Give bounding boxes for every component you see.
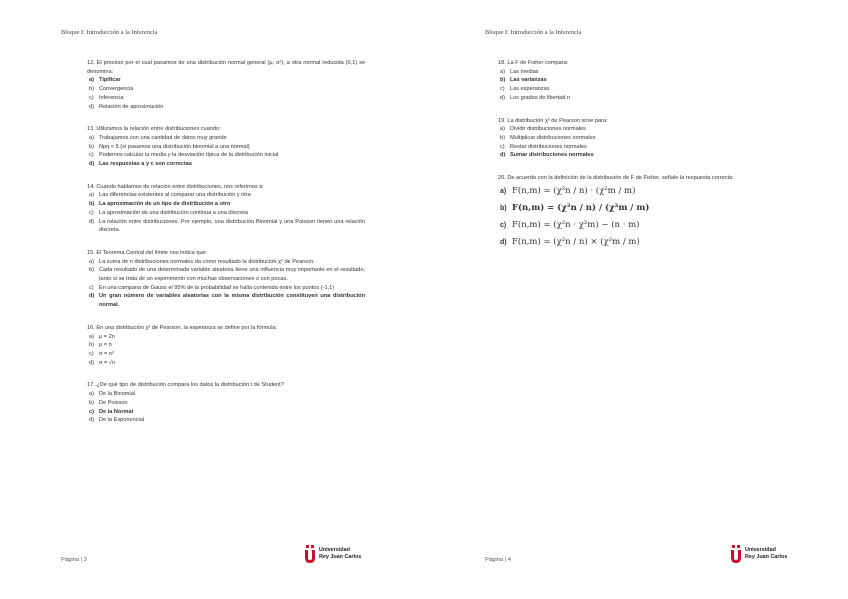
answer-option [498,217,776,234]
page-footer: Página | 4 [485,557,512,563]
option-text: μ = n [99,342,112,349]
option-letter: d) [89,293,95,300]
answer-option [498,125,776,134]
answer-option [498,234,776,251]
answer-option [498,134,776,143]
option-letter: c) [500,221,507,229]
option-letter: a) [89,134,94,141]
answer-option [87,284,365,293]
option-letter: a) [500,126,505,133]
option-letter: b) [89,342,94,349]
option-letter: c) [89,350,94,357]
answer-option [87,151,365,160]
option-letter: c) [500,143,505,150]
answer-option [87,292,365,309]
question-list [498,59,776,265]
logo-line-2: Rey Juan Carlos [745,554,788,560]
logo-line-2: Rey Juan Carlos [319,554,362,560]
answer-option [498,76,776,85]
option-text: σ = √n [99,359,116,366]
option-letter: a) [89,77,94,84]
answer-option [498,183,776,200]
option-letter: a) [89,391,94,398]
option-text: Las respuestas a y c son correctas [99,161,192,168]
question [87,59,365,111]
option-text: Las esperanzas [510,86,550,93]
question-stem: 20. De acuerdo con la definición de la distribución de F de Fisher, señale la respuesta correcta: [498,175,734,182]
option-text: Un gran número de variables aleatorias con la misma distribución constituyen una distribución normal. [99,293,365,309]
option-text: F(n,m) = (χ²n / n) · (χ²m / m) [512,185,636,196]
option-text: Relación de aproximación [99,103,164,110]
question-stem: 14. Cuando hablamos de relación entre distribuciones, nos referimos a: [87,183,264,190]
question-stem: 18. La F de Fisher compara: [498,60,569,66]
question-stem: 17. ¿De qué tipo de distribución compara los datos la distribución t de Student? [87,382,284,389]
option-text: Inferencia [99,94,124,101]
page-header: Bloque I: Introducción a la Inferencia [485,29,582,36]
urjc-logo-icon [730,544,742,564]
question-stem: 13. Utilizamos la relación entre distribuciones cuando: [87,126,221,133]
answer-option [87,341,365,350]
option-letter: c) [89,284,94,291]
option-text: Restar distribuciones normales [510,143,587,150]
option-letter: b) [89,86,94,93]
option-letter: d) [89,417,94,424]
option-letter: a) [89,258,94,265]
answer-option [87,191,365,200]
page-4 [424,0,848,599]
option-letter: d) [500,152,506,159]
option-letter: d) [89,161,95,168]
option-text: σ = n² [99,350,114,357]
option-letter: c) [500,86,505,93]
option-text: De la Normal [99,408,134,415]
option-letter: b) [500,134,505,141]
option-text: Podemos calcular la media y la desviación típica de la distribución inicial [99,152,279,159]
option-letter: c) [89,94,94,101]
option-text: F(n,m) = (χ²n / n) × (χ²m / m) [512,236,640,247]
option-text: La aproximación de una distribución continua a una discreta [99,209,248,216]
answer-option [87,399,365,408]
option-text: La relación entre distribuciones. Por ejemplo, una distribución Binomial y una Poisson tienen una relación discreta. [99,218,365,234]
option-text: La aproximación de un tipo de distribución a otro [99,201,231,208]
answer-option [87,350,365,359]
answer-option [87,143,365,152]
answer-option [87,160,365,169]
option-text: F(n,m) = (χ²n / n) / (χ²m / m) [512,202,650,213]
option-letter: b) [89,399,94,406]
option-letter: d) [500,238,507,246]
option-text: Npq < 5 (si pasamos una distribución binomial a una normal) [99,143,250,150]
university-logo [730,544,787,564]
option-letter: b) [500,77,506,84]
question-stem: 15. El Teorema Central del límite nos indica que: [87,249,208,256]
question-list [87,59,365,439]
question-stem: 12. El proceso por el cual pasamos de una distribución normal general (μ, σ²), a otra normal reducida (0,1) se denomina: [87,60,365,75]
question [87,249,365,310]
answer-option [87,134,365,143]
option-text: Convergencia [99,86,134,93]
logo-line-1: Universidad [745,547,776,554]
option-letter: c) [89,152,94,159]
question [87,125,365,169]
option-text: De la Exponencial [99,417,145,424]
answer-option [87,416,365,425]
option-text: Las diferencias existentes al comparar una distribución y otra [99,192,251,199]
answer-option [87,258,365,267]
page-footer: Página | 3 [61,557,88,563]
option-letter: d) [89,359,94,366]
answer-option [87,390,365,399]
answer-option [87,200,365,209]
question [87,183,365,235]
option-text: F(n,m) = (χ²n · χ²m) − (n · m) [512,219,640,230]
question-stem: 16. En una distribución χ² de Pearson, la esperanza se define por la fórmula: [87,324,278,331]
option-letter: d) [89,218,94,225]
answer-option [87,103,365,112]
option-text: En una campana de Gauss el 95% de la probabilidad se halla contenida entre los puntos (-1,1) [99,284,335,291]
option-text: Multiplicar distribuciones normales [510,134,596,141]
logo-line-1: Universidad [319,547,350,554]
option-text: Los grados de libertad n [510,94,571,101]
option-letter: b) [89,267,94,274]
answer-option [87,266,365,283]
option-text: Trabajamos con una cantidad de datos muy grande [99,134,227,141]
answer-option [498,151,776,160]
question-stem: 19. La distribución χ² de Pearson sirve para: [498,117,608,124]
answer-option [87,359,365,368]
option-text: Las medias [510,68,539,75]
question [498,59,776,103]
option-text: De la Binomial [99,391,136,398]
option-letter: a) [500,68,505,75]
option-text: Sumar distribuciones normales [510,152,594,159]
question [87,381,365,425]
option-text: Dividir distribuciones normales [510,126,586,133]
option-letter: b) [89,143,94,150]
option-text: μ = 2n [99,333,115,340]
option-letter: c) [89,209,94,216]
answer-option [87,209,365,218]
option-letter: a) [89,333,94,340]
university-logo [304,544,361,564]
answer-option [498,200,776,217]
answer-option [87,85,365,94]
answer-option [87,76,365,85]
answer-option [87,218,365,235]
option-letter: a) [500,187,507,195]
answer-option [87,333,365,342]
answer-option [498,68,776,77]
urjc-logo-icon [304,544,316,564]
answer-option [87,94,365,103]
answer-option [87,408,365,417]
option-letter: d) [89,103,94,110]
question [498,117,776,161]
option-text: Cada resultado de una determinada variable aleatoria tiene una influencia muy importante en el resultado, tanto si se trata de un experimento con muchas observaciones o con pocas. [99,267,365,283]
answer-option [498,143,776,152]
question [87,324,365,368]
option-letter: d) [500,94,505,101]
page-header: Bloque I: Introducción a la Inferencia [61,29,158,36]
answer-option [498,85,776,94]
option-letter: b) [89,201,95,208]
answer-option [498,94,776,103]
option-text: La suma de n distribuciones normales da como resultado la distribución χ² de Pearson. [99,258,315,265]
option-text: De Poisson [99,399,128,406]
option-text: Las varianzas [510,77,547,84]
option-text: Tipificar [99,77,121,84]
option-letter: b) [500,204,507,212]
question [498,174,776,251]
option-letter: c) [89,408,94,415]
option-letter: a) [89,192,94,199]
